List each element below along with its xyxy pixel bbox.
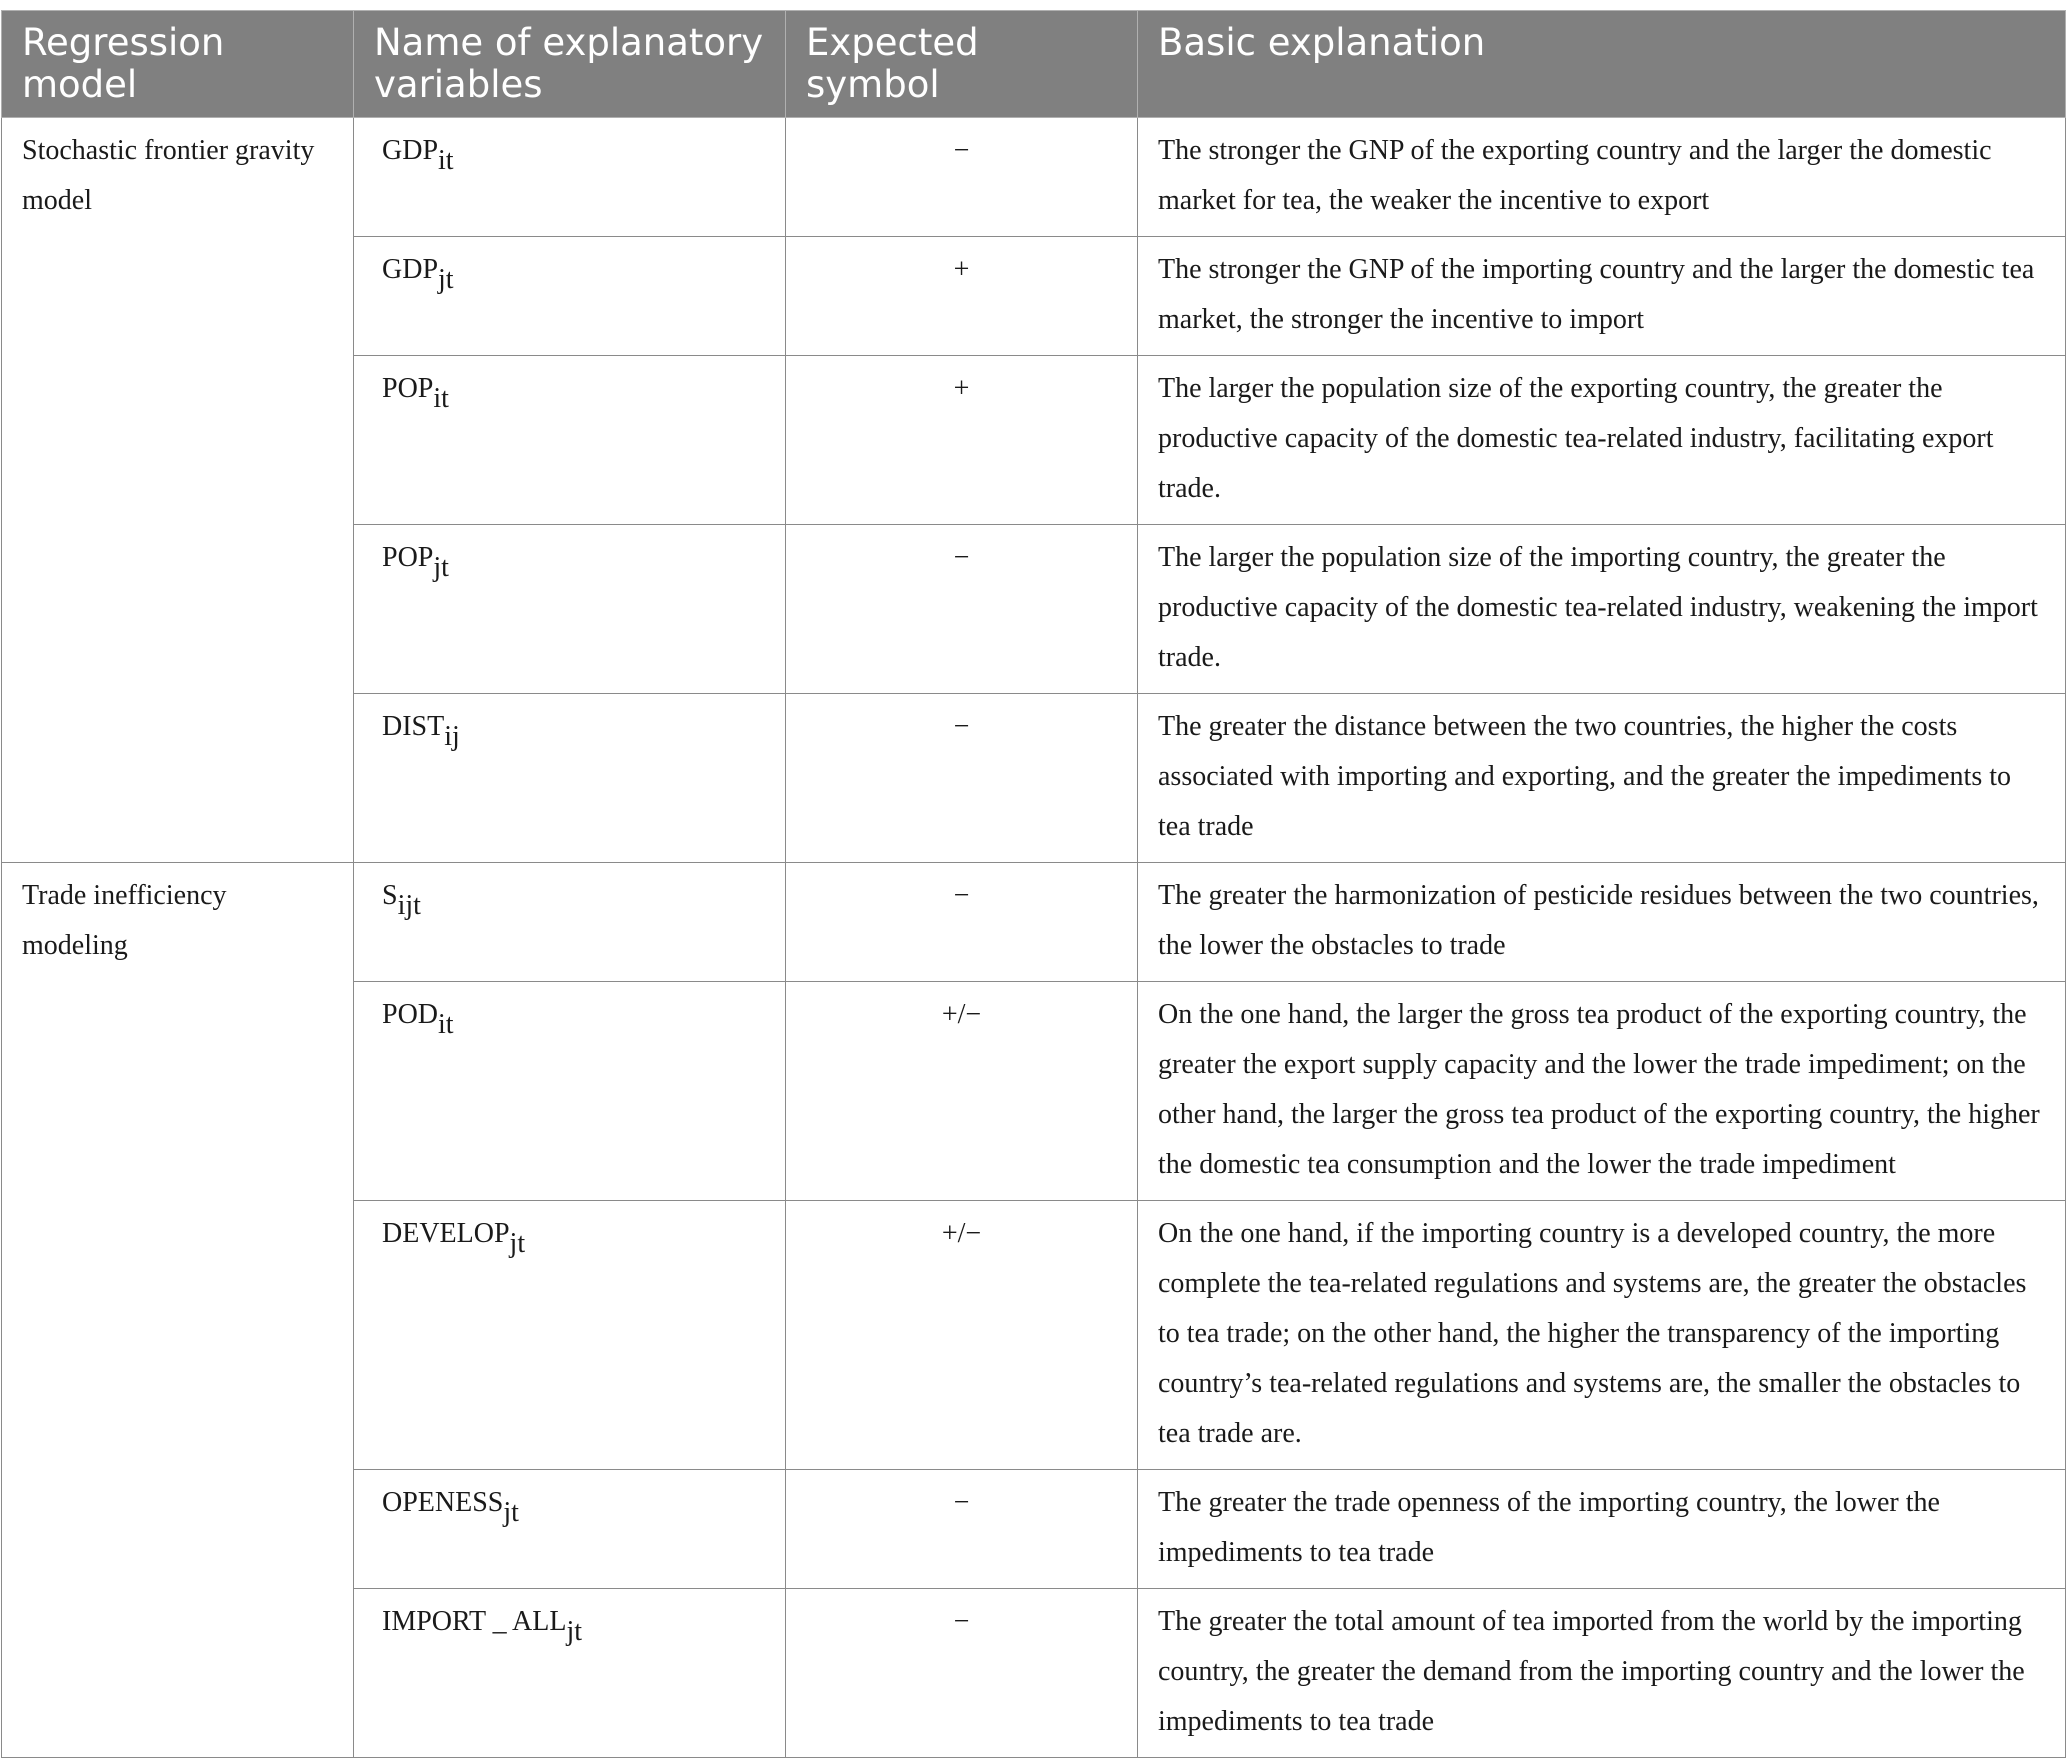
- explanation-cell: The larger the population size of the importing country, the greater the productive capacity of the domestic tea-related industry, weakening the import trade.: [1138, 525, 2066, 694]
- expected-symbol-cell: −: [786, 525, 1138, 694]
- explanatory-variables-table: [1, 10, 2066, 1758]
- variable-name-cell: $GDP_{it}$: [354, 118, 786, 237]
- explanation-cell: On the one hand, the larger the gross tea product of the exporting country, the greater the export supply capacity and the lower the trade impediment; on the other hand, the larger the gross tea product of the exporting country, the higher the domestic tea consumption and the lower the trade impediment: [1138, 982, 2066, 1201]
- variable-name-cell: $OPENESS_{jt}$: [354, 1470, 786, 1589]
- variable-name-cell: $DIST_{ij}$: [354, 694, 786, 863]
- expected-symbol-cell: −: [786, 694, 1138, 863]
- header-basic-explanation: Basic explanation: [1138, 11, 2066, 118]
- expected-symbol-cell: −: [786, 863, 1138, 982]
- regression-model-cell: Trade inefficiency modeling: [2, 863, 354, 1758]
- variable-name-cell: $GDP_{jt}$: [354, 237, 786, 356]
- explanation-cell: On the one hand, if the importing country is a developed country, the more complete the tea-related regulations and systems are, the greater the obstacles to tea trade; on the other hand, the higher the transparency of the importing country’s tea-related regulations and systems are, the smaller the obstacles to tea trade are.: [1138, 1201, 2066, 1470]
- explanation-cell: The greater the total amount of tea imported from the world by the importing country, the greater the demand from the importing country and the lower the impediments to tea trade: [1138, 1589, 2066, 1758]
- explanation-cell: The greater the harmonization of pesticide residues between the two countries, the lower the obstacles to trade: [1138, 863, 2066, 982]
- variable-name-cell: $POP_{jt}$: [354, 525, 786, 694]
- header-expected-symbol: Expected symbol: [786, 11, 1138, 118]
- explanation-cell: The stronger the GNP of the importing country and the larger the domestic tea market, the stronger the incentive to import: [1138, 237, 2066, 356]
- expected-symbol-cell: −: [786, 1589, 1138, 1758]
- regression-model-cell: Stochastic frontier gravity model: [2, 118, 354, 863]
- variable-name-cell: $POD_{it}$: [354, 982, 786, 1201]
- variable-name-cell: $POP_{it}$: [354, 356, 786, 525]
- header-explanatory-variables: Name of explanatory variables: [354, 11, 786, 118]
- variable-name-cell: $DEVELOP_{jt}$: [354, 1201, 786, 1470]
- explanation-cell: The larger the population size of the exporting country, the greater the productive capacity of the domestic tea-related industry, facilitating export trade.: [1138, 356, 2066, 525]
- header-row: [2, 11, 2066, 118]
- explanation-cell: The stronger the GNP of the exporting country and the larger the domestic market for tea, the weaker the incentive to export: [1138, 118, 2066, 237]
- table-header: [2, 11, 2066, 118]
- table-row: [2, 863, 2066, 982]
- expected-symbol-cell: −: [786, 1470, 1138, 1589]
- header-regression-model: Regression model: [2, 11, 354, 118]
- expected-symbol-cell: +: [786, 237, 1138, 356]
- table-body: [2, 118, 2066, 1758]
- expected-symbol-cell: −: [786, 118, 1138, 237]
- expected-symbol-cell: +/−: [786, 982, 1138, 1201]
- explanation-cell: The greater the distance between the two countries, the higher the costs associated with importing and exporting, and the greater the impediments to tea trade: [1138, 694, 2066, 863]
- expected-symbol-cell: +/−: [786, 1201, 1138, 1470]
- table-row: [2, 118, 2066, 237]
- expected-symbol-cell: +: [786, 356, 1138, 525]
- variable-name-cell: $S_{ijt}$: [354, 863, 786, 982]
- variable-name-cell: IMPORT _ $ALL_{jt}$: [354, 1589, 786, 1758]
- explanation-cell: The greater the trade openness of the importing country, the lower the impediments to tea trade: [1138, 1470, 2066, 1589]
